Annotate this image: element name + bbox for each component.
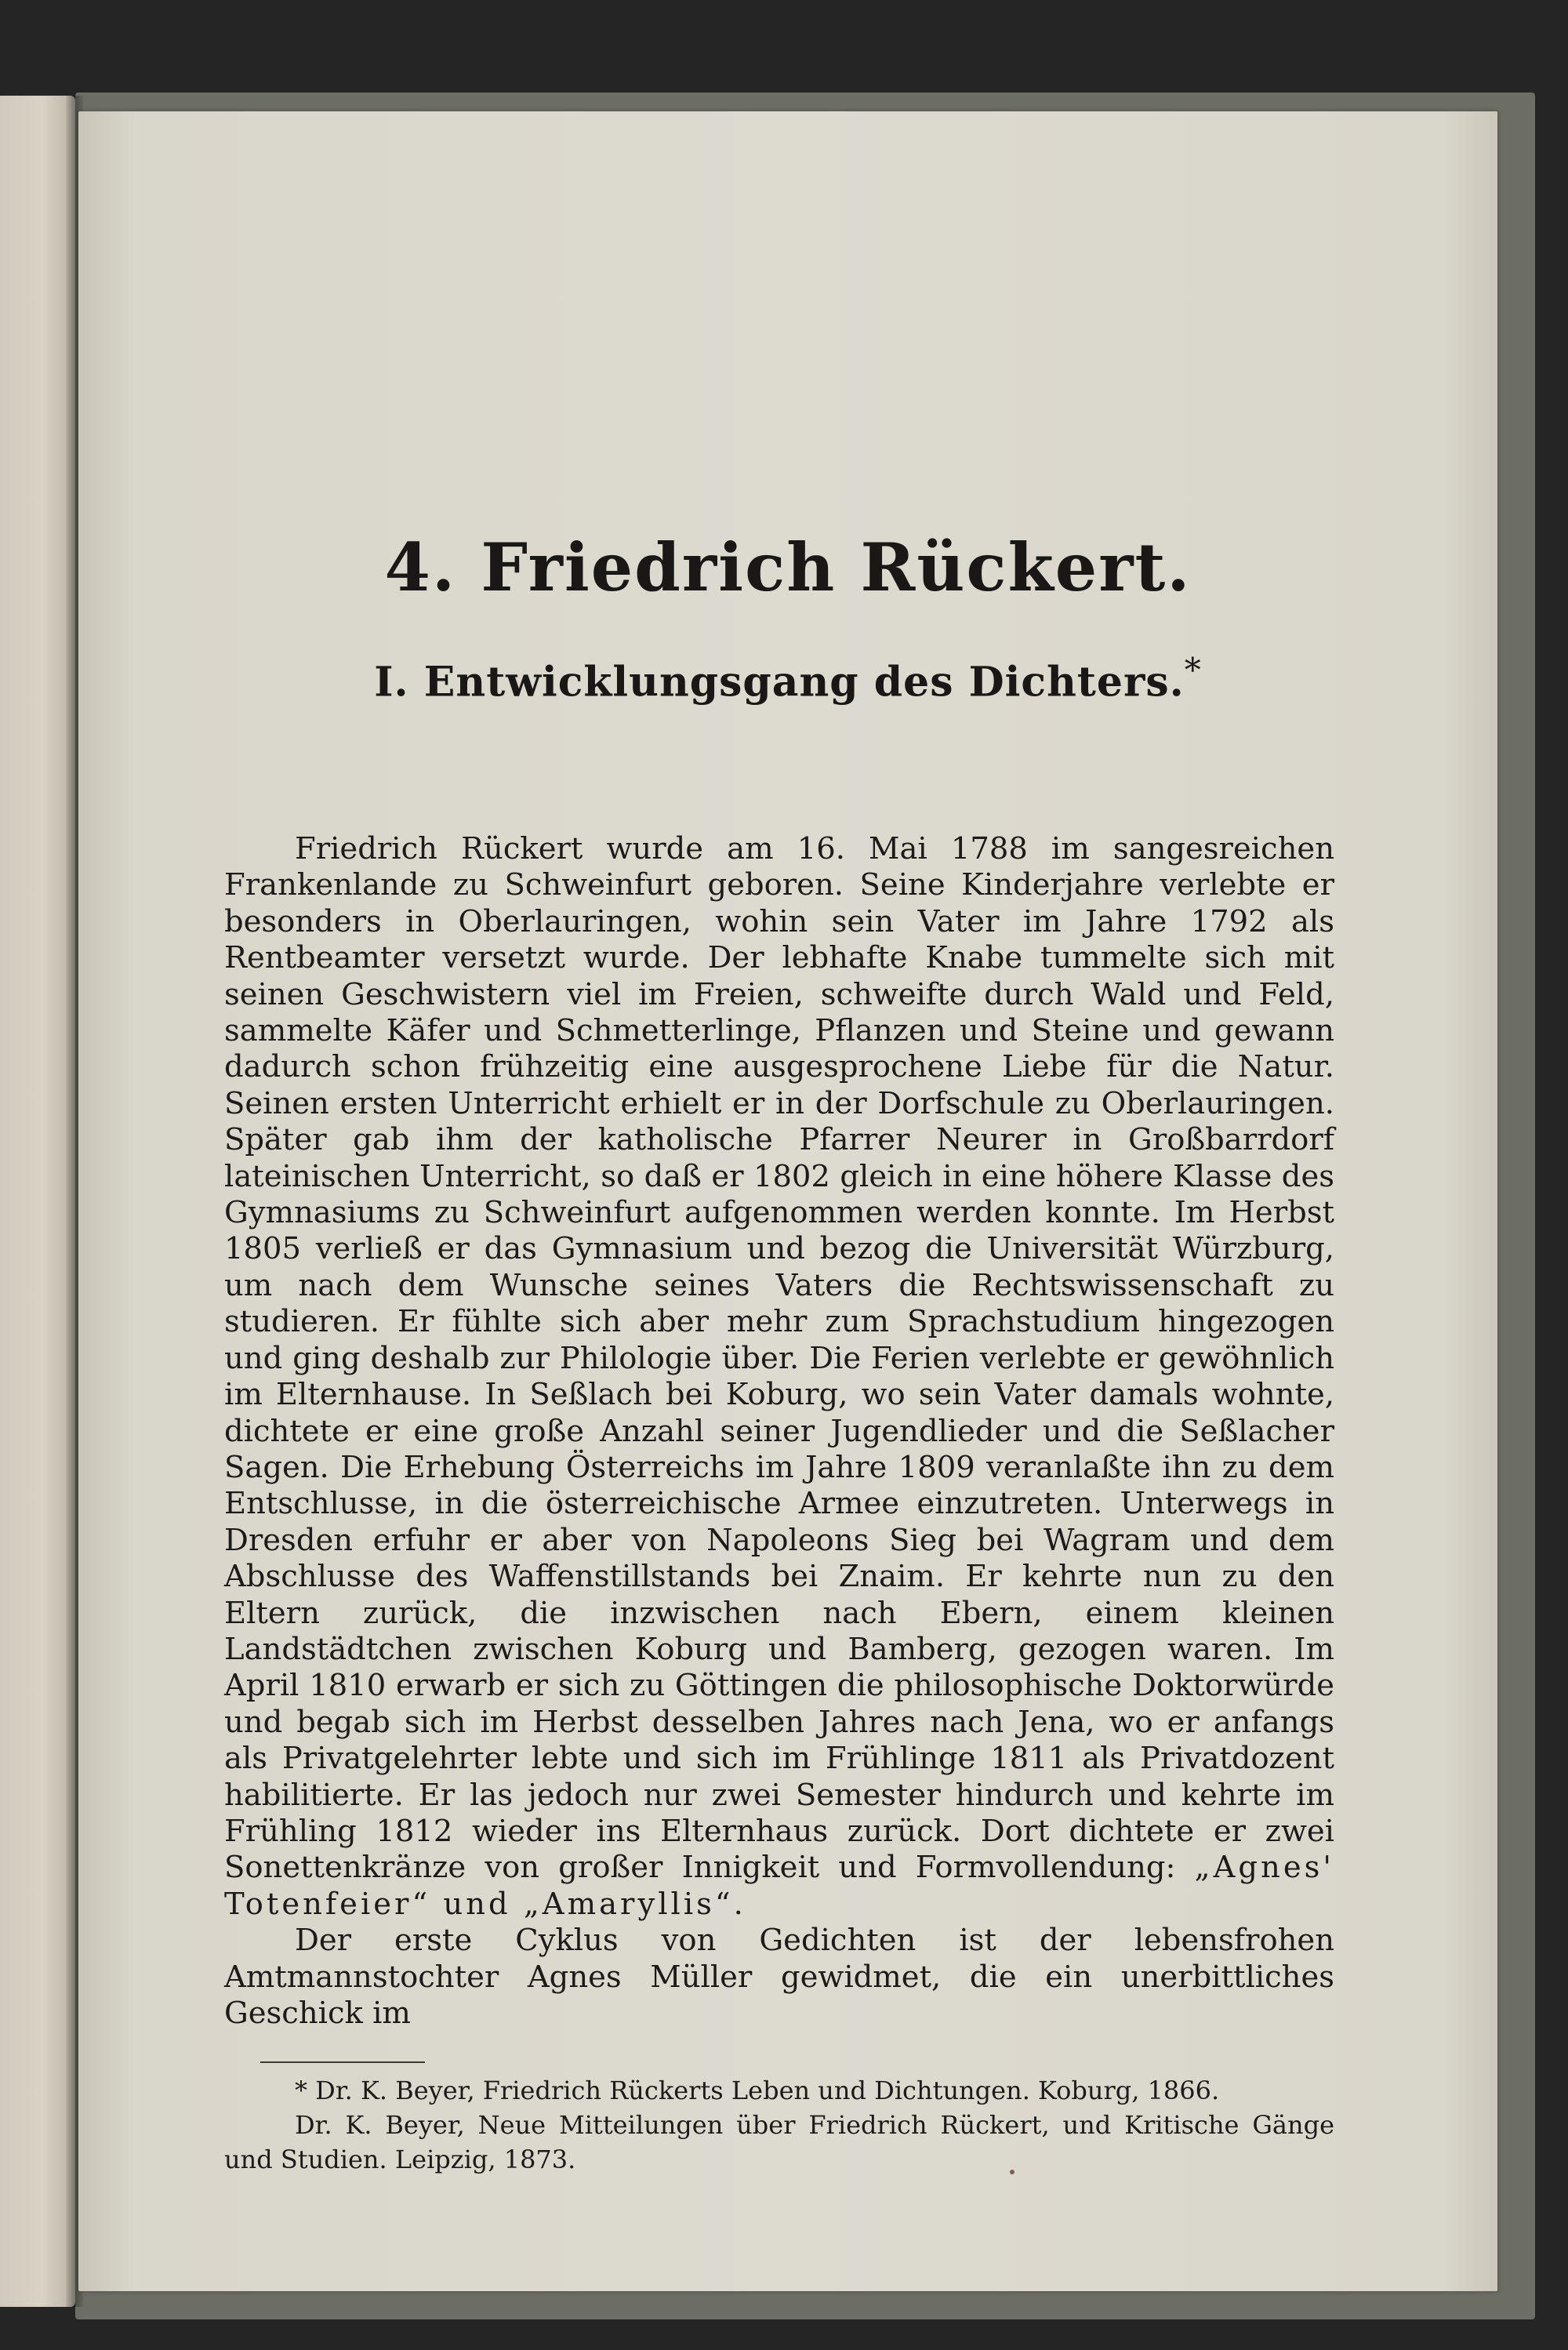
paper-speck (1010, 2170, 1014, 2174)
book-page (78, 111, 1497, 2291)
poem-titles: „Agnes' Totenfeier“ und „Amaryllis“. (224, 1850, 1334, 1922)
footnotes (224, 2073, 1334, 2177)
chapter-title: 4. Friedrich Rückert. (384, 528, 1192, 606)
paragraph (224, 831, 1334, 1923)
footnote: Dr. K. Beyer, Neue Mitteilungen über Friedrich Rückert, und Kritische Gänge und Studien. Leipzig, 1873. (224, 2110, 1334, 2174)
footnote-marker: * (1184, 651, 1202, 689)
section-title-text: I. Entwicklungsgang des Dichters. (374, 658, 1185, 706)
left-page-edge (0, 96, 75, 2307)
footnote: * Dr. K. Beyer, Friedrich Rückerts Leben und Dichtungen. Koburg, 1866. (295, 2076, 1220, 2105)
paragraph: Der erste Cyklus von Gedichten ist der lebensfrohen Amtmannstochter Agnes Müller gewidmet, die ein unerbittliches Geschick im (224, 1923, 1334, 2031)
footnote-rule (260, 2061, 425, 2063)
section-title (78, 651, 1497, 706)
body-text (224, 831, 1334, 2032)
paragraph-text: Friedrich Rückert wurde am 16. Mai 1788 im sangesreichen Frankenlande zu Schweinfurt geboren. Seine Kinderjahre verlebte er besonders in Oberlauringen, wohin sein Vater im Jahre 1792 als Rentbeamter versetzt wurde. Der lebhafte Knabe tummelte sich mit seinen Geschwistern viel im Freien, schweifte durch Wald und Feld, sammelte Käfer und Schmetterlinge, Pflanzen und Steine und gewann dadurch schon frühzeitig eine ausgesprochene Liebe für die Natur. Seinen ersten Unterricht erhielt er in der Dorfschule zu Oberlauringen. Später gab ihm der katholische Pfarrer Neurer in Großbarrdorf lateinischen Unterricht, so daß er 1802 gleich in eine höhere Klasse des Gymnasiums zu Schweinfurt aufgenommen werden konnte. Im Herbst 1805 verließ er das Gymnasium und bezog die Universität Würzburg, um nach dem Wunsche seines Vaters die Rechtswissenschaft zu studieren. Er fühlte sich aber mehr zum Sprachstudium hingezogen und ging deshalb zur Philologie über. Die Ferien verlebte er gewöhnlich im Elternhause. In Seßlach bei Koburg, wo sein Vater damals wohnte, dichtete er eine große Anzahl seiner Jugendlieder und die Seßlacher Sagen. Die Erhebung Österreichs im Jahre 1809 veranlaßte ihn zu dem Entschlusse, in die österreichische Armee einzutreten. Unterwegs in Dresden erfuhr er aber von Napoleons Sieg bei Wagram und dem Abschlusse des Waffenstillstands bei Znaim. Er kehrte nun zu den Eltern zurück, die inzwischen nach Ebern, einem kleinen Landstädtchen zwischen Koburg und Bamberg, gezogen waren. Im April 1810 erwarb er sich zu Göttingen die philosophische Doktorwürde und begab sich im Herbst desselben Jahres nach Jena, wo er anfangs als Privatgelehrter lebte und sich im Frühlinge 1811 als Privatdozent habilitierte. Er las jedoch nur zwei Semester hindurch und kehrte im Frühling 1812 wieder ins Elternhaus zurück. Dort dichtete er zwei Sonettenkränze von großer Innigkeit und Formvollendung: (224, 831, 1334, 1886)
